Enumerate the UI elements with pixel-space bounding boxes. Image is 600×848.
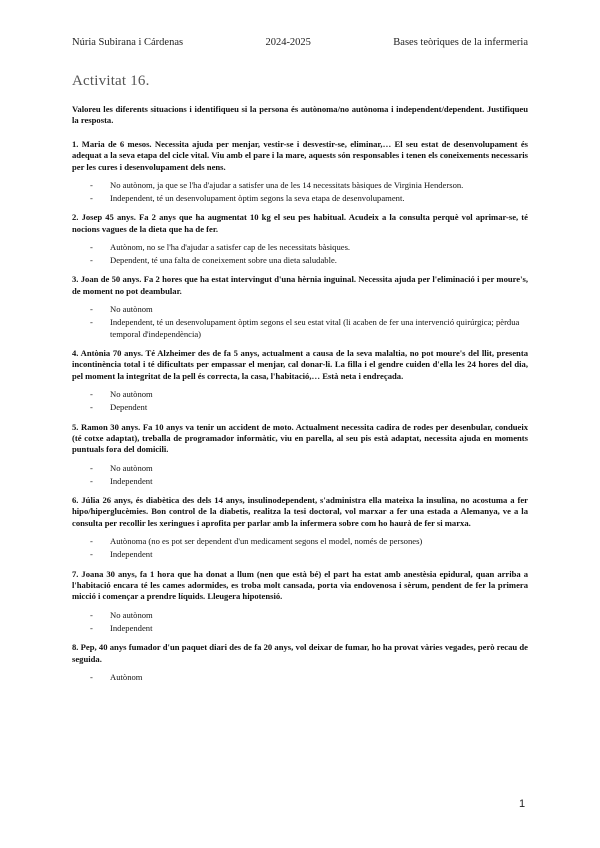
header-author: Núria Subirana i Cárdenas (72, 37, 184, 48)
case-description: 4. Antònia 70 anys. Té Alzheimer des de fa 5 anys, actualment a causa de la seva malaltia, no pot moure's del llit, presenta incontinència total i té dificultats per empassar el menjar, cal donar-li. La filla i el gendre cuiden d'ella les 24 hores del dia, pel moment la integritat de la pell és correcta, la casa, l'habitació,… Està neta i endreçada. (72, 348, 528, 381)
answer-list (72, 463, 528, 487)
answer-item: - Autònom, no se l'ha d'ajudar a satisfer cap de les necessitats bàsiques. (72, 242, 528, 253)
case-description: 7. Joana 30 anys, fa 1 hora que ha donat a llum (nen que està bé) el part ha estat amb anestèsia epidural, quan arriba a l'habitació encara té les cames adormides, es troba molt cansada, porta via endovenosa i sèrum, pendent de fer la primera micció i començar a prendre líquids. Lleugera hipotensió. (72, 568, 528, 602)
answer-item: - No autònom (72, 610, 528, 621)
case-8 (72, 642, 528, 683)
case-description: 8. Pep, 40 anys fumador d'un paquet diari des de fa 20 anys, vol deixar de fumar, ho ha provat vàries vegades, però recau de seguida. (72, 642, 528, 664)
page-number: 1 (519, 798, 526, 810)
answer-list (72, 389, 528, 413)
answer-item: - Dependent, té una falta de coneixement sobre una dieta saludable. (72, 255, 528, 266)
case-description: 3. Joan de 50 anys. Fa 2 hores que ha estat intervingut d'una hèrnia inguinal. Necessita ajuda per l'eliminació i per moure's, de moment no pot deambular. (72, 274, 528, 296)
case-description: 6. Júlia 26 anys, és diabètica des dels 14 anys, insulinodependent, s'administra ella mateixa la insulina, no acostuma a fer hipo/hiperglucèmies. Bon control de la diabetis, realitza la tesi doctoral, vol marxar a fer una estada a Alemanya, ve a la consulta per recollir les xeringues i aprofita per parlar amb la infermera sobre com ho haurà de fer si marxa. (72, 495, 528, 528)
page-header (72, 37, 528, 51)
answer-item: - Independent (72, 623, 528, 634)
answer-item: - Dependent (72, 402, 528, 413)
document-body (72, 104, 528, 691)
case-4 (72, 348, 528, 414)
answer-item: - No autònom, ja que se l'ha d'ajudar a satisfer una de les 14 necessitats bàsiques de Virginia Henderson. (72, 180, 528, 191)
case-5 (72, 422, 528, 488)
answer-item: - Independent (72, 549, 528, 560)
header-year: 2024-2025 (265, 37, 311, 48)
answer-item: - Autònom (72, 672, 528, 683)
case-2 (72, 212, 528, 266)
answer-item: - No autònom (72, 463, 528, 474)
case-description: 1. Maria de 6 mesos. Necessita ajuda per menjar, vestir-se i desvestir-se, eliminar,… El seu estat de desenvolupament és adequat a la seva etapa del cicle vital. Viu amb el pare i la mare, aquests són responsables i tenen els coneixements necessaris per les cures i desenvolupament dels nens. (72, 138, 528, 172)
answer-item: - Autònoma (no es pot ser dependent d'un medicament segons el model, només de persones) (72, 536, 528, 547)
answer-list (72, 180, 528, 204)
case-description: 5. Ramon 30 anys. Fa 10 anys va tenir un accident de moto. Actualment necessita cadira de rodes per desenbular, condueix (té cotxe adaptat), treballa de programador informàtic, viu en parella, al seu pis està adaptat, necessita ajuda en moments puntuals fora del domicili. (72, 421, 528, 455)
answer-list (72, 610, 528, 634)
header-course: Bases teòriques de la infermeria (393, 37, 528, 48)
answer-list (72, 672, 528, 683)
answer-item: - Independent, té un desenvolupament òptim segons la seva etapa de desenvolupament. (72, 193, 528, 204)
case-3 (72, 274, 528, 340)
answer-list (72, 304, 528, 340)
case-description: 2. Josep 45 anys. Fa 2 anys que ha augmentat 10 kg el seu pes habitual. Acudeix a la consulta perquè vol aprimar-se, té nocions vagues de la dieta que ha de fer. (72, 212, 528, 234)
instructions: Valoreu les diferents situacions i identifiqueu si la persona és autònoma/no autònoma i independent/dependent. Justifiqueu la resposta. (72, 104, 528, 126)
answer-item: - No autònom (72, 389, 528, 400)
case-7 (72, 569, 528, 635)
answer-item: - Independent (72, 476, 528, 487)
answer-item: - No autònom (72, 304, 528, 315)
answer-item: - Independent, té un desenvolupament òptim segons el seu estat vital (li acaben de fer una intervenció quirúrgica; pèrdua temporal d'independència) (72, 317, 528, 340)
case-6 (72, 495, 528, 561)
answer-list (72, 242, 528, 266)
case-1 (72, 139, 528, 205)
page-title: Activitat 16. (72, 73, 150, 89)
answer-list (72, 536, 528, 560)
